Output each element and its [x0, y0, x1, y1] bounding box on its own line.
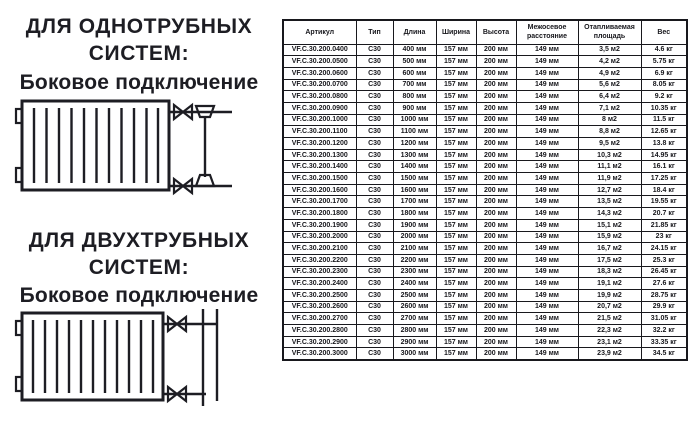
table-cell: 200 мм	[476, 254, 516, 266]
table-row	[283, 208, 687, 220]
table-cell: C30	[356, 336, 393, 348]
spec-table	[282, 19, 688, 361]
left-panel	[0, 0, 278, 421]
table-cell: VF.C.30.200.2600	[283, 301, 356, 313]
column-header-length: Длина	[393, 20, 436, 44]
table-cell: 157 мм	[436, 114, 476, 126]
table-cell: VF.C.30.200.2400	[283, 278, 356, 290]
column-header-width: Ширина	[436, 20, 476, 44]
supply-pipe-top	[169, 105, 232, 119]
table-cell: VF.C.30.200.2800	[283, 325, 356, 337]
table-cell: C30	[356, 289, 393, 301]
table-cell: 4,2 м2	[578, 56, 641, 68]
table-cell: 6.9 кг	[641, 67, 687, 79]
table-row	[283, 114, 687, 126]
table-cell: 149 мм	[516, 348, 578, 360]
table-cell: C30	[356, 301, 393, 313]
table-cell: C30	[356, 138, 393, 150]
table-cell: VF.C.30.200.0500	[283, 56, 356, 68]
table-cell: 10,3 м2	[578, 149, 641, 161]
table-cell: 200 мм	[476, 348, 516, 360]
table-cell: C30	[356, 173, 393, 185]
table-cell: 29.9 кг	[641, 301, 687, 313]
table-cell: 157 мм	[436, 56, 476, 68]
table-cell: VF.C.30.200.0400	[283, 44, 356, 56]
table-cell: C30	[356, 161, 393, 173]
table-cell: 20.7 кг	[641, 208, 687, 220]
table-cell: 200 мм	[476, 126, 516, 138]
table-cell: 157 мм	[436, 278, 476, 290]
table-cell: 157 мм	[436, 161, 476, 173]
table-cell: 157 мм	[436, 301, 476, 313]
table-cell: 20,7 м2	[578, 301, 641, 313]
table-cell: C30	[356, 149, 393, 161]
two-pipe-subtitle: Боковое подключение	[19, 284, 259, 307]
table-row	[283, 79, 687, 91]
table-cell: 157 мм	[436, 173, 476, 185]
table-cell: 157 мм	[436, 67, 476, 79]
table-cell: 200 мм	[476, 114, 516, 126]
table-cell: C30	[356, 79, 393, 91]
table-cell: C30	[356, 243, 393, 255]
table-cell: 157 мм	[436, 266, 476, 278]
table-cell: VF.C.30.200.1800	[283, 208, 356, 220]
table-cell: 11,1 м2	[578, 161, 641, 173]
table-cell: 157 мм	[436, 102, 476, 114]
table-cell: 18.4 кг	[641, 184, 687, 196]
table-cell: C30	[356, 266, 393, 278]
table-cell: 21.85 кг	[641, 219, 687, 231]
table-cell: VF.C.30.200.2700	[283, 313, 356, 325]
table-cell: 5.75 кг	[641, 56, 687, 68]
table-cell: 1600 мм	[393, 184, 436, 196]
table-cell: 149 мм	[516, 254, 578, 266]
table-cell: 15,1 м2	[578, 219, 641, 231]
table-cell: 157 мм	[436, 219, 476, 231]
table-row	[283, 173, 687, 185]
table-cell: 7,1 м2	[578, 102, 641, 114]
table-cell: C30	[356, 126, 393, 138]
table-cell: 149 мм	[516, 173, 578, 185]
table-cell: VF.C.30.200.2900	[283, 336, 356, 348]
table-cell: 149 мм	[516, 126, 578, 138]
radiator-fins	[33, 320, 153, 393]
table-cell: 19.55 кг	[641, 196, 687, 208]
table-cell: 34.5 кг	[641, 348, 687, 360]
table-cell: 1200 мм	[393, 138, 436, 150]
table-cell: 13,5 м2	[578, 196, 641, 208]
radiator-fins	[34, 108, 158, 183]
table-cell: C30	[356, 278, 393, 290]
table-cell: C30	[356, 67, 393, 79]
table-cell: VF.C.30.200.1700	[283, 196, 356, 208]
table-cell: 1100 мм	[393, 126, 436, 138]
table-row	[283, 126, 687, 138]
table-cell: 157 мм	[436, 348, 476, 360]
mounting-bracket-icon	[16, 168, 22, 182]
table-cell: 200 мм	[476, 301, 516, 313]
table-cell: 149 мм	[516, 102, 578, 114]
table-cell: 900 мм	[393, 102, 436, 114]
table-cell: 11.5 кг	[641, 114, 687, 126]
spec-table-body	[283, 44, 687, 360]
table-cell: 157 мм	[436, 138, 476, 150]
table-cell: 1300 мм	[393, 149, 436, 161]
table-cell: 17,5 м2	[578, 254, 641, 266]
table-cell: 157 мм	[436, 289, 476, 301]
table-cell: C30	[356, 208, 393, 220]
table-cell: 200 мм	[476, 219, 516, 231]
table-cell: 200 мм	[476, 91, 516, 103]
table-cell: 9,5 м2	[578, 138, 641, 150]
table-row	[283, 243, 687, 255]
table-cell: 9.2 кг	[641, 91, 687, 103]
return-pipe-bottom	[163, 387, 206, 401]
table-cell: 157 мм	[436, 91, 476, 103]
table-cell: C30	[356, 231, 393, 243]
column-header-type: Тип	[356, 20, 393, 44]
table-cell: 149 мм	[516, 208, 578, 220]
table-cell: 17.25 кг	[641, 173, 687, 185]
table-cell: 200 мм	[476, 336, 516, 348]
table-cell: 149 мм	[516, 301, 578, 313]
table-cell: VF.C.30.200.0900	[283, 102, 356, 114]
table-cell: 800 мм	[393, 91, 436, 103]
table-row	[283, 149, 687, 161]
table-cell: 200 мм	[476, 231, 516, 243]
table-row	[283, 102, 687, 114]
table-cell: 149 мм	[516, 278, 578, 290]
table-cell: 6,4 м2	[578, 91, 641, 103]
table-row	[283, 301, 687, 313]
table-cell: 27.6 кг	[641, 278, 687, 290]
table-cell: 157 мм	[436, 149, 476, 161]
table-cell: C30	[356, 114, 393, 126]
table-cell: 11,9 м2	[578, 173, 641, 185]
table-cell: 200 мм	[476, 243, 516, 255]
table-cell: 3000 мм	[393, 348, 436, 360]
table-cell: 4,9 м2	[578, 67, 641, 79]
table-cell: 2800 мм	[393, 325, 436, 337]
table-row	[283, 161, 687, 173]
table-row	[283, 278, 687, 290]
table-cell: 157 мм	[436, 325, 476, 337]
table-cell: 400 мм	[393, 44, 436, 56]
table-row	[283, 67, 687, 79]
table-row	[283, 289, 687, 301]
table-cell: 13.8 кг	[641, 138, 687, 150]
table-cell: 200 мм	[476, 138, 516, 150]
table-cell: 157 мм	[436, 208, 476, 220]
two-pipe-title-line2: СИСТЕМ:	[88, 256, 190, 279]
two-pipe-title-line1: ДЛЯ ДВУХТРУБНЫХ	[28, 229, 250, 252]
table-cell: 149 мм	[516, 219, 578, 231]
table-row	[283, 44, 687, 56]
table-cell: 149 мм	[516, 149, 578, 161]
table-cell: VF.C.30.200.2100	[283, 243, 356, 255]
column-header-axle-distance: Межосевое расстояние	[516, 20, 578, 44]
table-cell: 149 мм	[516, 44, 578, 56]
table-cell: VF.C.30.200.2000	[283, 231, 356, 243]
table-cell: 149 мм	[516, 313, 578, 325]
table-row	[283, 348, 687, 360]
table-row	[283, 184, 687, 196]
table-cell: 157 мм	[436, 196, 476, 208]
table-cell: 200 мм	[476, 289, 516, 301]
table-cell: 149 мм	[516, 325, 578, 337]
table-cell: 200 мм	[476, 79, 516, 91]
table-row	[283, 91, 687, 103]
table-cell: VF.C.30.200.1600	[283, 184, 356, 196]
table-row	[283, 219, 687, 231]
table-cell: C30	[356, 196, 393, 208]
table-cell: VF.C.30.200.0600	[283, 67, 356, 79]
table-row	[283, 138, 687, 150]
mounting-bracket-icon	[16, 377, 22, 391]
table-cell: VF.C.30.200.0700	[283, 79, 356, 91]
supply-pipe-top	[163, 317, 217, 331]
table-cell: 200 мм	[476, 173, 516, 185]
table-cell: 2100 мм	[393, 243, 436, 255]
table-cell: 23,1 м2	[578, 336, 641, 348]
single-pipe-connection-diagram	[0, 97, 278, 202]
table-cell: 200 мм	[476, 313, 516, 325]
table-cell: 157 мм	[436, 44, 476, 56]
table-cell: VF.C.30.200.1900	[283, 219, 356, 231]
mounting-bracket-icon	[16, 109, 22, 123]
table-row	[283, 254, 687, 266]
table-cell: 32.2 кг	[641, 325, 687, 337]
table-cell: 26.45 кг	[641, 266, 687, 278]
table-cell: 149 мм	[516, 91, 578, 103]
table-cell: VF.C.30.200.3000	[283, 348, 356, 360]
table-row	[283, 56, 687, 68]
column-header-article: Артикул	[283, 20, 356, 44]
table-cell: VF.C.30.200.1400	[283, 161, 356, 173]
table-cell: 24.15 кг	[641, 243, 687, 255]
table-cell: 2900 мм	[393, 336, 436, 348]
table-cell: C30	[356, 44, 393, 56]
table-cell: 200 мм	[476, 278, 516, 290]
table-header-row	[283, 20, 687, 44]
table-row	[283, 196, 687, 208]
table-row	[283, 336, 687, 348]
table-cell: 2400 мм	[393, 278, 436, 290]
radiator-icon	[16, 101, 169, 190]
table-cell: VF.C.30.200.2500	[283, 289, 356, 301]
table-cell: 1900 мм	[393, 219, 436, 231]
table-cell: VF.C.30.200.1200	[283, 138, 356, 150]
mounting-bracket-icon	[16, 321, 22, 335]
table-cell: VF.C.30.200.1300	[283, 149, 356, 161]
table-cell: 10.35 кг	[641, 102, 687, 114]
table-cell: 14.95 кг	[641, 149, 687, 161]
radiator-icon	[16, 313, 163, 400]
table-cell: 149 мм	[516, 138, 578, 150]
table-cell: 157 мм	[436, 336, 476, 348]
table-cell: 149 мм	[516, 231, 578, 243]
return-pipe-bottom	[169, 175, 232, 193]
table-cell: 3,5 м2	[578, 44, 641, 56]
column-header-heated-area: Отапливаемая площадь	[578, 20, 641, 44]
table-cell: 8 м2	[578, 114, 641, 126]
column-header-height: Высота	[476, 20, 516, 44]
table-cell: 200 мм	[476, 56, 516, 68]
table-cell: 200 мм	[476, 149, 516, 161]
table-cell: 1800 мм	[393, 208, 436, 220]
table-cell: 2300 мм	[393, 266, 436, 278]
table-cell: 149 мм	[516, 243, 578, 255]
table-cell: VF.C.30.200.2300	[283, 266, 356, 278]
table-cell: 1700 мм	[393, 196, 436, 208]
table-cell: 31.05 кг	[641, 313, 687, 325]
table-cell: 21,5 м2	[578, 313, 641, 325]
table-cell: 8.05 кг	[641, 79, 687, 91]
table-cell: 149 мм	[516, 79, 578, 91]
table-cell: 157 мм	[436, 79, 476, 91]
table-cell: VF.C.30.200.1000	[283, 114, 356, 126]
table-cell: 200 мм	[476, 196, 516, 208]
table-cell: 149 мм	[516, 161, 578, 173]
table-cell: 1400 мм	[393, 161, 436, 173]
table-cell: 500 мм	[393, 56, 436, 68]
table-cell: 149 мм	[516, 184, 578, 196]
table-cell: 2600 мм	[393, 301, 436, 313]
table-cell: 5,6 м2	[578, 79, 641, 91]
table-cell: 157 мм	[436, 313, 476, 325]
table-cell: 200 мм	[476, 266, 516, 278]
table-cell: C30	[356, 219, 393, 231]
table-cell: 19,9 м2	[578, 289, 641, 301]
table-cell: 8,8 м2	[578, 126, 641, 138]
table-cell: 23 кг	[641, 231, 687, 243]
table-cell: 149 мм	[516, 196, 578, 208]
single-pipe-subtitle: Боковое подключение	[19, 71, 259, 94]
table-cell: 200 мм	[476, 102, 516, 114]
table-cell: 16,7 м2	[578, 243, 641, 255]
table-cell: 15,9 м2	[578, 231, 641, 243]
table-cell: C30	[356, 102, 393, 114]
table-cell: 22,3 м2	[578, 325, 641, 337]
table-cell: 12,7 м2	[578, 184, 641, 196]
table-cell: 200 мм	[476, 325, 516, 337]
table-cell: 600 мм	[393, 67, 436, 79]
single-pipe-title-line2: СИСТЕМ:	[88, 42, 190, 65]
table-cell: 149 мм	[516, 336, 578, 348]
table-cell: 1000 мм	[393, 114, 436, 126]
table-cell: 200 мм	[476, 44, 516, 56]
table-cell: 4.6 кг	[641, 44, 687, 56]
table-cell: 19,1 м2	[578, 278, 641, 290]
table-cell: 200 мм	[476, 208, 516, 220]
table-cell: 2200 мм	[393, 254, 436, 266]
table-cell: 700 мм	[393, 79, 436, 91]
table-row	[283, 231, 687, 243]
table-cell: 2000 мм	[393, 231, 436, 243]
two-pipe-connection-diagram	[0, 307, 278, 415]
table-cell: 157 мм	[436, 243, 476, 255]
table-row	[283, 266, 687, 278]
table-cell: 149 мм	[516, 266, 578, 278]
column-header-weight: Вес	[641, 20, 687, 44]
table-cell: 157 мм	[436, 184, 476, 196]
table-cell: 200 мм	[476, 67, 516, 79]
table-cell: 28.75 кг	[641, 289, 687, 301]
table-cell: VF.C.30.200.1500	[283, 173, 356, 185]
table-cell: 200 мм	[476, 184, 516, 196]
table-cell: VF.C.30.200.1100	[283, 126, 356, 138]
table-cell: 157 мм	[436, 231, 476, 243]
table-cell: 1500 мм	[393, 173, 436, 185]
table-cell: VF.C.30.200.2200	[283, 254, 356, 266]
table-cell: C30	[356, 184, 393, 196]
table-cell: C30	[356, 254, 393, 266]
table-cell: 2700 мм	[393, 313, 436, 325]
table-cell: 200 мм	[476, 161, 516, 173]
table-cell: 14,3 м2	[578, 208, 641, 220]
table-cell: 12.65 кг	[641, 126, 687, 138]
table-cell: 149 мм	[516, 114, 578, 126]
table-cell: 25.3 кг	[641, 254, 687, 266]
table-cell: C30	[356, 91, 393, 103]
table-row	[283, 325, 687, 337]
table-cell: 157 мм	[436, 254, 476, 266]
table-row	[283, 313, 687, 325]
table-cell: C30	[356, 348, 393, 360]
table-cell: C30	[356, 313, 393, 325]
table-cell: 33.35 кг	[641, 336, 687, 348]
table-cell: C30	[356, 56, 393, 68]
single-pipe-title-line1: ДЛЯ ОДНОТРУБНЫХ	[25, 15, 253, 38]
table-cell: 157 мм	[436, 126, 476, 138]
table-cell: VF.C.30.200.0800	[283, 91, 356, 103]
table-cell: 149 мм	[516, 67, 578, 79]
table-cell: 16.1 кг	[641, 161, 687, 173]
table-cell: 23,9 м2	[578, 348, 641, 360]
table-cell: 149 мм	[516, 289, 578, 301]
table-cell: 149 мм	[516, 56, 578, 68]
table-cell: C30	[356, 325, 393, 337]
table-cell: 2500 мм	[393, 289, 436, 301]
table-cell: 18,3 м2	[578, 266, 641, 278]
